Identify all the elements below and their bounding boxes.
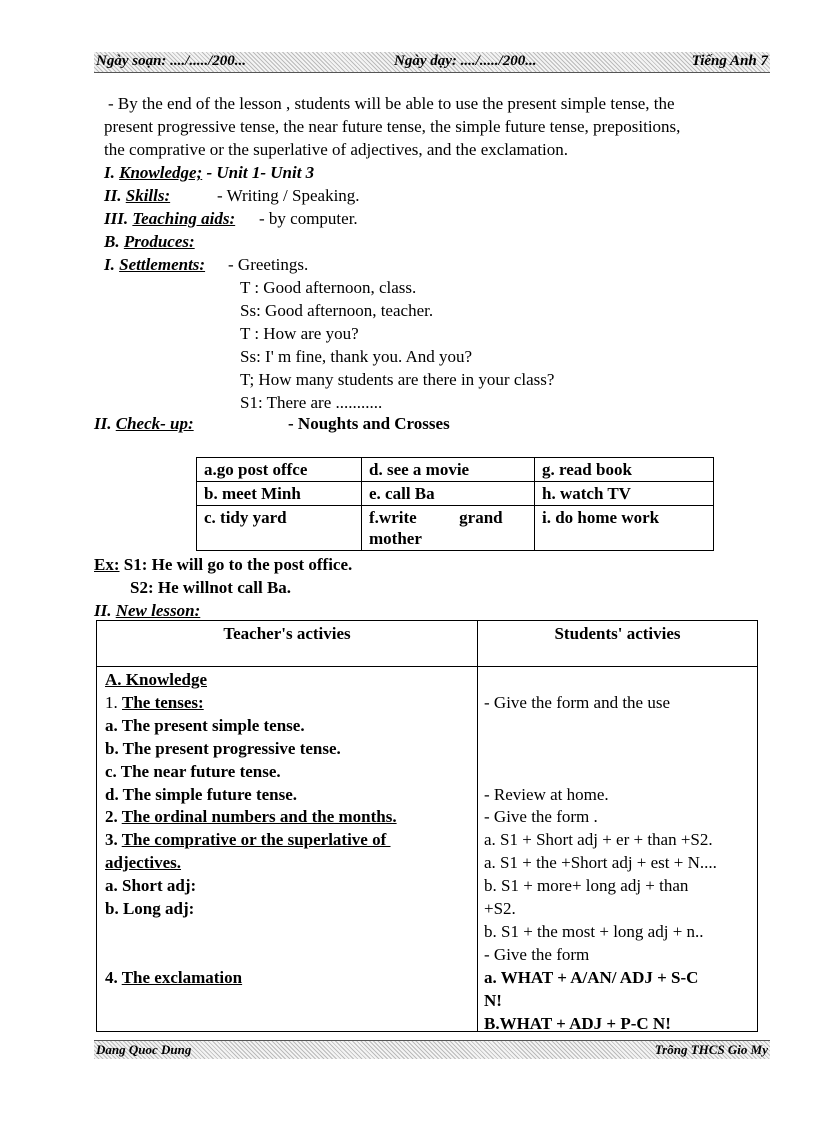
- student-line-3: - Give the form .: [484, 807, 598, 826]
- new-lesson-number: II.: [94, 601, 116, 620]
- checkup-label: Check- up:: [115, 414, 194, 433]
- cell-line-2: mother: [369, 529, 422, 548]
- new-lesson-label: New lesson:: [115, 601, 201, 620]
- knowledge-heading: A. Knowledge: [105, 670, 207, 689]
- knowledge-label: Knowledge;: [119, 163, 203, 182]
- tense-c: c. The near future tense.: [105, 762, 281, 781]
- example-line-1: [94, 555, 352, 575]
- skills-number: II.: [104, 186, 126, 205]
- knowledge-units: - Unit 1- Unit 3: [202, 163, 315, 182]
- comparative-number: 3.: [105, 830, 122, 849]
- table-row: [197, 482, 714, 506]
- student-column: [478, 667, 758, 1032]
- ordinal-number: 2.: [105, 807, 122, 826]
- student-line-6: b. S1 + more+ long adj + than: [484, 876, 689, 895]
- settlement-line: [104, 255, 205, 275]
- skills-line: [104, 186, 170, 206]
- table-row: [97, 667, 758, 1032]
- example-line-2: S2: He willnot call Ba.: [130, 578, 292, 597]
- student-line-5: a. S1 + the +Short adj + est + N....: [484, 853, 717, 872]
- student-line-12: B.WHAT + ADJ + P-C N!: [484, 1014, 671, 1033]
- table-cell: a.go post offce: [197, 458, 362, 482]
- skills-text: - Writing / Speaking.: [217, 186, 360, 205]
- exclamation-label: The exclamation: [121, 968, 243, 987]
- dialogue-line-6: S1: There are ...........: [240, 393, 383, 412]
- student-line-1: - Give the form and the use: [484, 693, 670, 712]
- knowledge-line: [104, 163, 314, 183]
- skills-label: Skills:: [125, 186, 171, 205]
- prep-date: Ngày soạn: ..../...../200...: [96, 53, 246, 69]
- lesson-table: [96, 620, 758, 1032]
- student-line-2: - Review at home.: [484, 785, 609, 804]
- dialogue-line-1: T : Good afternoon, class.: [240, 278, 417, 297]
- tenses-number: 1.: [105, 693, 122, 712]
- ordinal-line: [105, 807, 397, 827]
- author-name: Dang Quoc Dung: [96, 1042, 192, 1057]
- table-cell: c. tidy yard: [197, 506, 362, 551]
- dialogue-line-2: Ss: Good afternoon, teacher.: [240, 301, 434, 320]
- objective-line-2: present progressive tense, the near future tense, the simple future tense, prepositions,: [104, 117, 681, 136]
- student-line-11: N!: [484, 991, 502, 1010]
- checkup-activity: - Noughts and Crosses: [288, 414, 450, 433]
- long-adj: b. Long adj:: [105, 899, 195, 918]
- table-cell: [362, 506, 535, 551]
- comparative-line: [105, 830, 391, 850]
- teacher-header: Teacher's activies: [97, 621, 478, 667]
- table-cell: i. do home work: [535, 506, 714, 551]
- greetings-text: - Greetings.: [228, 255, 309, 274]
- comparative-label: The comprative or the superlative of: [121, 830, 391, 849]
- aids-label: Teaching aids:: [132, 209, 236, 228]
- table-cell: b. meet Minh: [197, 482, 362, 506]
- tense-b: b. The present progressive tense.: [105, 739, 341, 758]
- tense-d: d. The simple future tense.: [105, 785, 298, 804]
- settlement-number: I.: [104, 255, 120, 274]
- checkup-number: II.: [94, 414, 116, 433]
- settlement-label: Settlements:: [119, 255, 206, 274]
- noughts-crosses-table: [196, 457, 714, 551]
- example-s1: S1: He will go to the post office.: [119, 555, 353, 574]
- student-line-10: a. WHAT + A/AN/ ADJ + S-C: [484, 968, 699, 987]
- table-row: [197, 506, 714, 551]
- short-adj: a. Short adj:: [105, 876, 197, 895]
- checkup-line: [94, 414, 194, 434]
- table-cell: e. call Ba: [362, 482, 535, 506]
- aids-line: [104, 209, 235, 229]
- objective-line-1: - By the end of the lesson , students will be able to use the present simple tense, the: [108, 94, 675, 113]
- procedures-label: Produces:: [123, 232, 195, 251]
- objective-line-3: the comprative or the superlative of adjectives, and the exclamation.: [104, 140, 569, 159]
- student-line-9: - Give the form: [484, 945, 590, 964]
- ordinal-label: The ordinal numbers and the months.: [121, 807, 397, 826]
- dialogue-line-4: Ss: I' m fine, thank you. And you?: [240, 347, 473, 366]
- student-line-7: +S2.: [484, 899, 516, 918]
- new-lesson-line: [94, 601, 200, 621]
- student-line-4: a. S1 + Short adj + er + than +S2.: [484, 830, 713, 849]
- student-header: Students' activies: [478, 621, 758, 667]
- dialogue-line-3: T : How are you?: [240, 324, 359, 343]
- table-cell: d. see a movie: [362, 458, 535, 482]
- example-label: Ex:: [94, 555, 120, 574]
- knowledge-number: I.: [104, 163, 120, 182]
- page-footer: [94, 1040, 770, 1059]
- school-name: Trõng THCS Gio My: [654, 1042, 768, 1057]
- dialogue-line-5: T; How many students are there in your class?: [240, 370, 555, 389]
- student-line-8: b. S1 + the most + long adj + n..: [484, 922, 704, 941]
- table-cell: h. watch TV: [535, 482, 714, 506]
- teacher-column: [97, 667, 478, 1032]
- procedures-line: [104, 232, 195, 252]
- aids-text: - by computer.: [259, 209, 358, 228]
- tenses-line: [105, 693, 204, 713]
- teach-date: Ngày dạy: ..../...../200...: [394, 53, 537, 69]
- table-row: [197, 458, 714, 482]
- subject-label: Tiếng Anh 7: [691, 53, 768, 69]
- exclamation-number: 4.: [105, 968, 122, 987]
- tense-a: a. The present simple tense.: [105, 716, 305, 735]
- aids-number: III.: [104, 209, 133, 228]
- procedures-letter: B.: [104, 232, 124, 251]
- table-row: [97, 621, 758, 667]
- table-cell: g. read book: [535, 458, 714, 482]
- exclamation-line: [105, 968, 242, 988]
- tenses-label: The tenses:: [122, 693, 204, 712]
- cell-line-1: f.write grand: [369, 508, 503, 527]
- page-header: [94, 52, 770, 73]
- comparative-line-2: adjectives.: [105, 853, 182, 872]
